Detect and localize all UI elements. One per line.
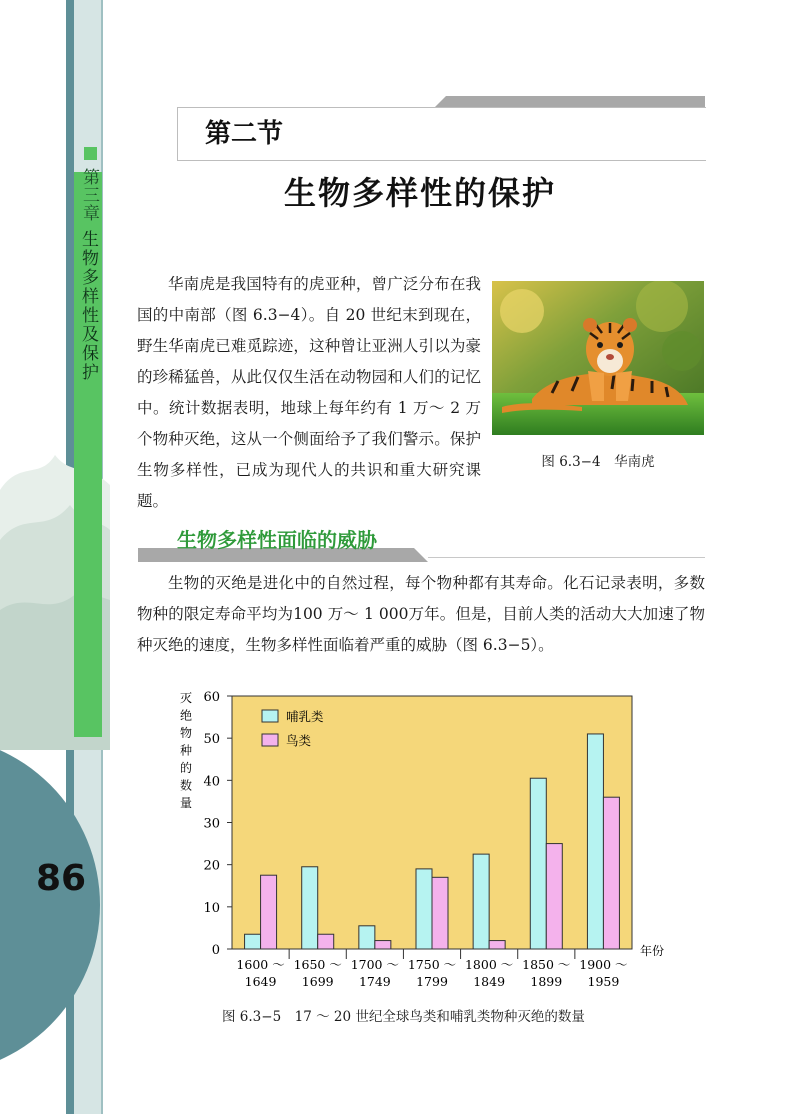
x-tick-label-line1: 1900 ～ <box>579 957 628 972</box>
legend-label-0: 哺乳类 <box>286 709 324 724</box>
y-axis-label-char: 绝 <box>179 708 193 723</box>
x-tick-label-line2: 1959 <box>587 974 620 989</box>
south-china-tiger-image <box>492 281 704 435</box>
bar-bird-0 <box>261 875 277 949</box>
x-tick-label-line2: 1699 <box>301 974 334 989</box>
extinction-bar-chart <box>176 686 676 996</box>
bar-bird-3 <box>432 877 448 949</box>
subsection-header-rule <box>428 557 705 558</box>
figure-caption-tiger: 图 6.3−4 华南虎 <box>541 454 655 470</box>
legend-label-1: 鸟类 <box>286 733 312 748</box>
y-tick-label-20: 20 <box>203 858 220 874</box>
legend-swatch-1 <box>262 734 278 746</box>
y-axis-label-char: 量 <box>179 796 193 810</box>
threat-paragraph: 生物的灭绝是进化中的自然过程，每个物种都有其寿命。化石记录表明，多数物种的限定寿命平均为100 万～ 1 000万年。但是，目前人类的活动大大加速了物种灭绝的速度，生物多样性面临着严重的威胁（图 6.3−5）。 <box>137 574 705 654</box>
y-axis-label-char: 灭 <box>179 691 193 705</box>
y-tick-label-30: 30 <box>203 816 220 832</box>
bar-mammal-0 <box>245 934 261 949</box>
bar-mammal-3 <box>416 869 432 949</box>
x-tick-label-line2: 1849 <box>473 974 506 989</box>
y-tick-label-0: 0 <box>211 943 220 958</box>
y-axis-label-char: 数 <box>179 778 193 793</box>
x-axis-label: 年份 <box>640 944 665 958</box>
x-tick-label-line1: 1650 ～ <box>293 957 342 972</box>
bar-mammal-6 <box>587 734 603 949</box>
figure-caption-chart: 图 6.3−5 17 ～ 20 世纪全球鸟类和哺乳类物种灭绝的数量 <box>222 1009 585 1025</box>
y-tick-label-10: 10 <box>203 900 220 916</box>
x-tick-label-line2: 1749 <box>358 974 391 989</box>
y-axis-label-char: 物 <box>179 726 193 740</box>
bar-bird-4 <box>489 941 505 949</box>
page-number: 86 <box>36 858 87 899</box>
y-tick-label-50: 50 <box>203 732 220 748</box>
section-label: 第二节 <box>205 119 284 149</box>
x-tick-label-line1: 1600 ～ <box>236 957 285 972</box>
y-tick-label-60: 60 <box>203 690 220 705</box>
intro-paragraph: 华南虎是我国特有的虎亚种，曾广泛分布在我国的中南部（图 6.3−4）。自 20 世纪末到现在，野生华南虎已难觅踪迹，这种曾让亚洲人引以为豪的珍稀猛兽，从此仅仅生活在动物园和人们的记忆中。统计数据表明，地球上每年约有 1 万～ 2 万个物种灭绝，这从一个侧面给予了我们警示。保护生物多样性，已成为现代人的共识和重大研究课题。 <box>137 275 481 510</box>
bar-mammal-2 <box>359 926 375 949</box>
x-tick-label-line1: 1700 ～ <box>350 957 400 972</box>
x-tick-label-line1: 1800 ～ <box>464 957 514 972</box>
legend-swatch-0 <box>262 710 278 722</box>
chapter-label: 第三章 <box>79 168 99 222</box>
bar-mammal-5 <box>530 778 546 949</box>
x-tick-label-line2: 1899 <box>530 974 563 989</box>
y-axis-label-char: 的 <box>179 761 193 775</box>
chapter-title: 生物多样性及保护 <box>78 230 98 382</box>
bar-mammal-4 <box>473 854 489 949</box>
y-axis-label-char: 种 <box>179 743 193 758</box>
x-tick-label-line2: 1649 <box>244 974 277 989</box>
bar-bird-6 <box>603 797 619 949</box>
bar-bird-1 <box>318 934 334 949</box>
y-tick-label-40: 40 <box>203 774 220 790</box>
bar-bird-5 <box>546 844 562 949</box>
bar-bird-2 <box>375 941 391 949</box>
chapter-marker-square <box>84 147 97 160</box>
page-title: 生物多样性的保护 <box>283 174 556 212</box>
x-tick-label-line1: 1850 ～ <box>522 957 571 972</box>
x-tick-label-line1: 1750 ～ <box>407 957 457 972</box>
x-tick-label-line2: 1799 <box>416 974 448 989</box>
subsection-title: 生物多样性面临的威胁 <box>177 528 377 552</box>
bar-mammal-1 <box>302 867 318 949</box>
